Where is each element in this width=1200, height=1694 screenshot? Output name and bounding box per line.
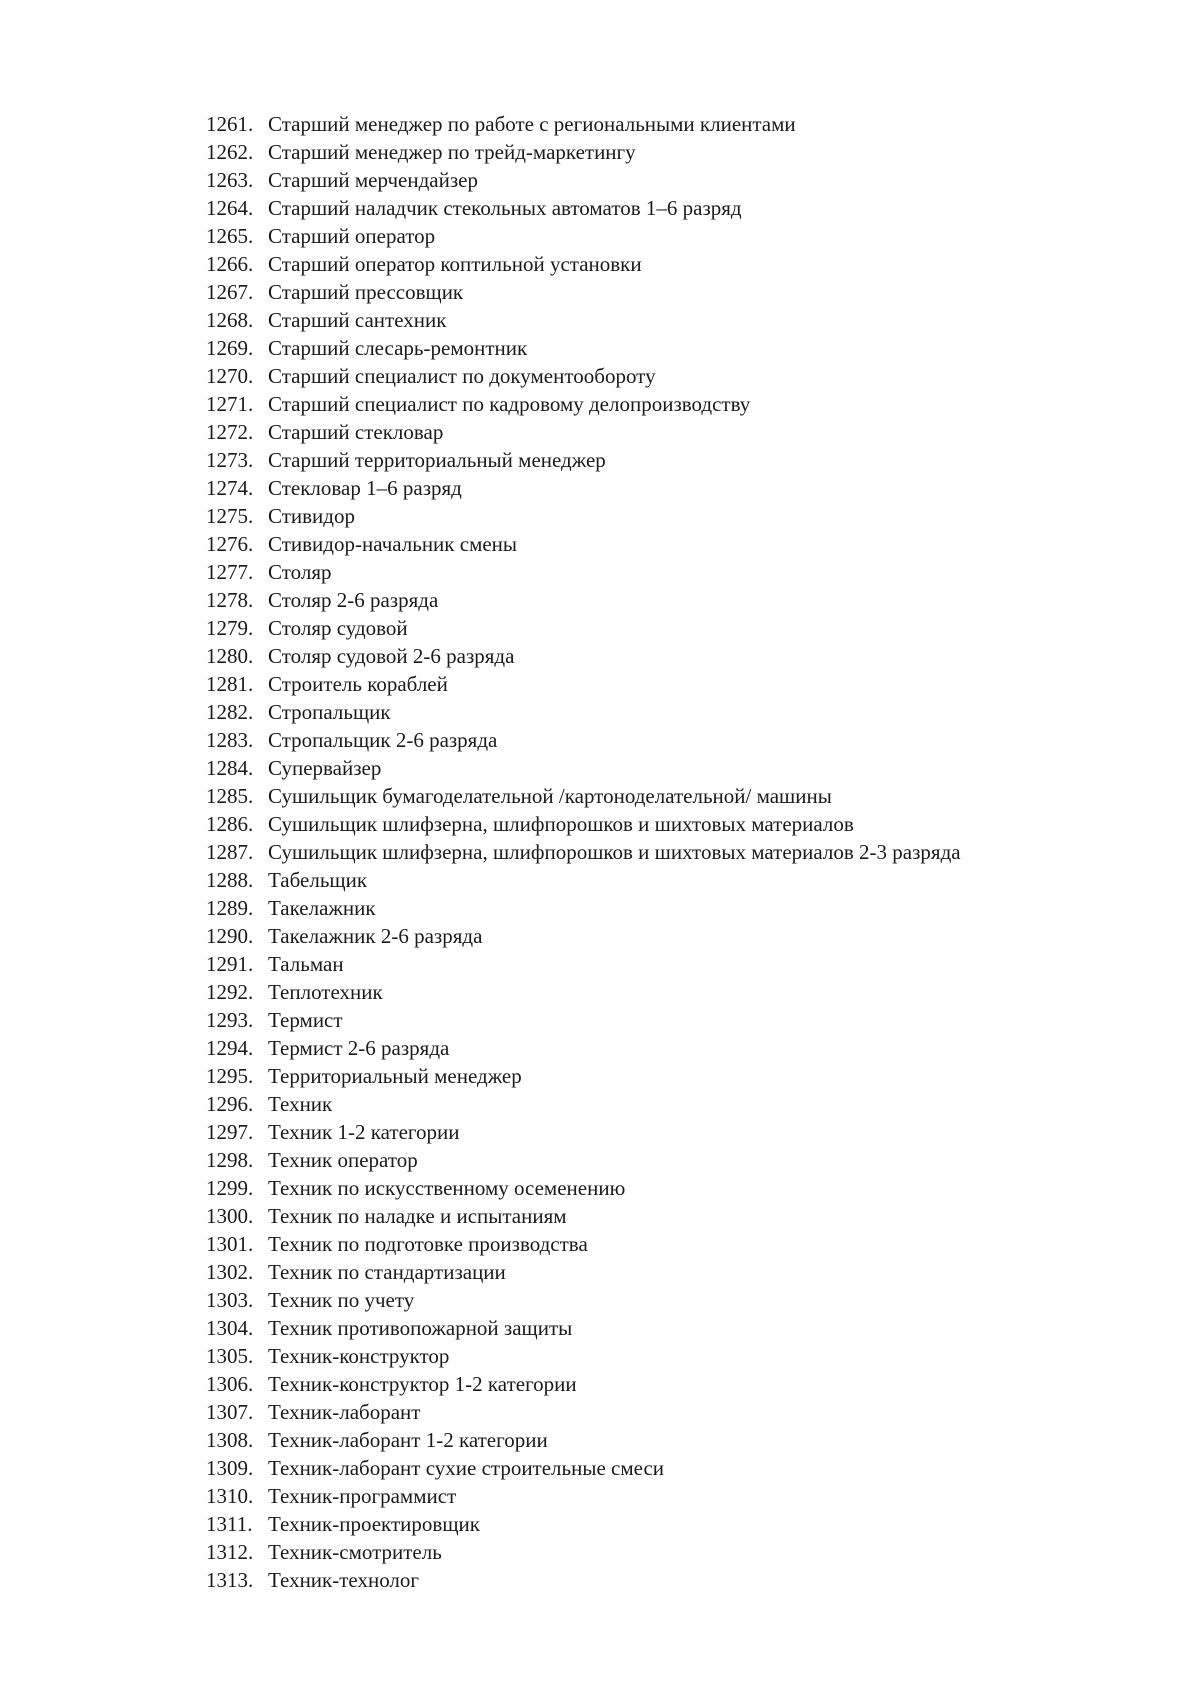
list-item	[206, 390, 961, 418]
item-number: 1267.	[206, 280, 254, 304]
list-item	[206, 1146, 961, 1174]
list-item	[206, 362, 961, 390]
list-item	[206, 1566, 961, 1594]
list-item	[206, 250, 961, 278]
item-text: Столяр судовой	[268, 616, 408, 640]
list-item	[206, 1034, 961, 1062]
item-text: Старший сантехник	[268, 308, 447, 332]
item-number: 1301.	[206, 1232, 254, 1256]
item-number: 1307.	[206, 1400, 254, 1424]
list-item	[206, 586, 961, 614]
item-number: 1289.	[206, 896, 254, 920]
list-item	[206, 474, 961, 502]
item-text: Территориальный менеджер	[268, 1064, 522, 1088]
list-item	[206, 306, 961, 334]
item-number: 1263.	[206, 168, 254, 192]
item-number: 1276.	[206, 532, 254, 556]
occupation-list	[206, 110, 961, 1594]
list-item	[206, 222, 961, 250]
list-item	[206, 138, 961, 166]
list-item	[206, 418, 961, 446]
list-item	[206, 1342, 961, 1370]
list-item	[206, 1482, 961, 1510]
item-text: Старший менеджер по работе с региональными клиентами	[268, 112, 796, 136]
item-number: 1274.	[206, 476, 254, 500]
item-text: Старший специалист по документообороту	[268, 364, 656, 388]
item-number: 1298.	[206, 1148, 254, 1172]
item-text: Техник по наладке и испытаниям	[268, 1204, 567, 1228]
item-text: Стивидор	[268, 504, 355, 528]
item-text: Техник	[268, 1092, 333, 1116]
item-number: 1271.	[206, 392, 254, 416]
item-text: Старший территориальный менеджер	[268, 448, 606, 472]
item-text: Техник по искусственному осеменению	[268, 1176, 626, 1200]
item-text: Техник-смотритель	[268, 1540, 442, 1564]
item-text: Стропальщик 2-6 разряда	[268, 728, 498, 752]
item-text: Старший менеджер по трейд-маркетингу	[268, 140, 636, 164]
list-item	[206, 558, 961, 586]
item-number: 1309.	[206, 1456, 254, 1480]
item-text: Техник-лаборант	[268, 1400, 421, 1424]
list-item	[206, 1230, 961, 1258]
item-number: 1299.	[206, 1176, 254, 1200]
item-number: 1282.	[206, 700, 254, 724]
list-item	[206, 810, 961, 838]
item-number: 1303.	[206, 1288, 254, 1312]
item-number: 1264.	[206, 196, 254, 220]
item-number: 1296.	[206, 1092, 254, 1116]
item-text: Табельщик	[268, 868, 368, 892]
item-text: Старший наладчик стекольных автоматов 1–6 разряд	[268, 196, 742, 220]
item-text: Техник оператор	[268, 1148, 418, 1172]
item-text: Стекловар 1–6 разряд	[268, 476, 462, 500]
item-number: 1273.	[206, 448, 254, 472]
item-text: Техник противопожарной защиты	[268, 1316, 573, 1340]
item-number: 1280.	[206, 644, 254, 668]
item-text: Техник по стандартизации	[268, 1260, 506, 1284]
list-item	[206, 1314, 961, 1342]
item-text: Техник-лаборант 1-2 категории	[268, 1428, 548, 1452]
item-text: Техник-технолог	[268, 1568, 420, 1592]
item-text: Старший мерчендайзер	[268, 168, 478, 192]
item-number: 1292.	[206, 980, 254, 1004]
item-number: 1283.	[206, 728, 254, 752]
item-number: 1262.	[206, 140, 254, 164]
item-text: Старший стекловар	[268, 420, 444, 444]
item-number: 1277.	[206, 560, 254, 584]
item-number: 1269.	[206, 336, 254, 360]
item-number: 1311.	[206, 1512, 253, 1536]
list-item	[206, 1118, 961, 1146]
item-number: 1291.	[206, 952, 254, 976]
item-number: 1266.	[206, 252, 254, 276]
list-item	[206, 530, 961, 558]
item-text: Старший специалист по кадровому делопроизводству	[268, 392, 751, 416]
item-text: Тальман	[268, 952, 344, 976]
item-number: 1261.	[206, 112, 254, 136]
list-item	[206, 1286, 961, 1314]
item-number: 1305.	[206, 1344, 254, 1368]
list-item	[206, 1202, 961, 1230]
item-number: 1268.	[206, 308, 254, 332]
item-number: 1310.	[206, 1484, 254, 1508]
item-text: Старший оператор коптильной установки	[268, 252, 642, 276]
item-text: Строитель кораблей	[268, 672, 448, 696]
list-item	[206, 334, 961, 362]
item-text: Техник-проектировщик	[268, 1512, 480, 1536]
item-text: Столяр	[268, 560, 332, 584]
item-text: Техник-программист	[268, 1484, 457, 1508]
item-text: Столяр 2-6 разряда	[268, 588, 439, 612]
list-item	[206, 866, 961, 894]
list-item	[206, 782, 961, 810]
list-item	[206, 1426, 961, 1454]
list-item	[206, 614, 961, 642]
list-item	[206, 1090, 961, 1118]
item-number: 1312.	[206, 1540, 254, 1564]
item-text: Такелажник	[268, 896, 376, 920]
item-text: Стропальщик	[268, 700, 391, 724]
item-text: Старший прессовщик	[268, 280, 464, 304]
item-number: 1302.	[206, 1260, 254, 1284]
item-number: 1295.	[206, 1064, 254, 1088]
item-text: Старший оператор	[268, 224, 436, 248]
list-item	[206, 446, 961, 474]
item-text: Сушильщик бумагоделательной /картоноделательной/ машины	[268, 784, 832, 808]
list-item	[206, 1062, 961, 1090]
item-number: 1288.	[206, 868, 254, 892]
list-item	[206, 754, 961, 782]
item-number: 1290.	[206, 924, 254, 948]
list-item	[206, 1454, 961, 1482]
list-item	[206, 502, 961, 530]
item-number: 1286.	[206, 812, 254, 836]
list-item	[206, 1258, 961, 1286]
item-number: 1297.	[206, 1120, 254, 1144]
item-text: Техник по учету	[268, 1288, 415, 1312]
item-number: 1275.	[206, 504, 254, 528]
list-item	[206, 670, 961, 698]
item-text: Термист 2-6 разряда	[268, 1036, 450, 1060]
list-item	[206, 922, 961, 950]
list-item	[206, 110, 961, 138]
list-item	[206, 1538, 961, 1566]
list-item	[206, 1006, 961, 1034]
item-text: Термист	[268, 1008, 343, 1032]
item-text: Техник 1-2 категории	[268, 1120, 460, 1144]
item-number: 1287.	[206, 840, 254, 864]
item-number: 1272.	[206, 420, 254, 444]
item-number: 1300.	[206, 1204, 254, 1228]
item-text: Стивидор-начальник смены	[268, 532, 518, 556]
list-item	[206, 978, 961, 1006]
item-text: Техник по подготовке производства	[268, 1232, 588, 1256]
item-text: Теплотехник	[268, 980, 383, 1004]
list-item	[206, 1398, 961, 1426]
list-item	[206, 194, 961, 222]
item-number: 1279.	[206, 616, 254, 640]
item-text: Супервайзер	[268, 756, 382, 780]
item-number: 1294.	[206, 1036, 254, 1060]
list-item	[206, 698, 961, 726]
list-item	[206, 726, 961, 754]
item-number: 1304.	[206, 1316, 254, 1340]
list-item	[206, 1370, 961, 1398]
item-number: 1306.	[206, 1372, 254, 1396]
item-number: 1313.	[206, 1568, 254, 1592]
item-text: Старший слесарь-ремонтник	[268, 336, 528, 360]
item-text: Техник-конструктор 1-2 категории	[268, 1372, 577, 1396]
item-number: 1308.	[206, 1428, 254, 1452]
list-item	[206, 894, 961, 922]
item-text: Столяр судовой 2-6 разряда	[268, 644, 515, 668]
item-text: Техник-лаборант сухие строительные смеси	[268, 1456, 665, 1480]
item-text: Такелажник 2-6 разряда	[268, 924, 483, 948]
list-item	[206, 838, 961, 866]
item-number: 1284.	[206, 756, 254, 780]
item-text: Сушильщик шлифзерна, шлифпорошков и шихтовых материалов	[268, 812, 854, 836]
list-item	[206, 278, 961, 306]
list-item	[206, 642, 961, 670]
list-item	[206, 950, 961, 978]
list-item	[206, 1174, 961, 1202]
list-item	[206, 166, 961, 194]
list-item	[206, 1510, 961, 1538]
item-number: 1281.	[206, 672, 254, 696]
item-number: 1285.	[206, 784, 254, 808]
item-number: 1293.	[206, 1008, 254, 1032]
item-number: 1278.	[206, 588, 254, 612]
item-text: Сушильщик шлифзерна, шлифпорошков и шихтовых материалов 2-3 разряда	[268, 840, 961, 864]
item-number: 1265.	[206, 224, 254, 248]
item-number: 1270.	[206, 364, 254, 388]
item-text: Техник-конструктор	[268, 1344, 450, 1368]
